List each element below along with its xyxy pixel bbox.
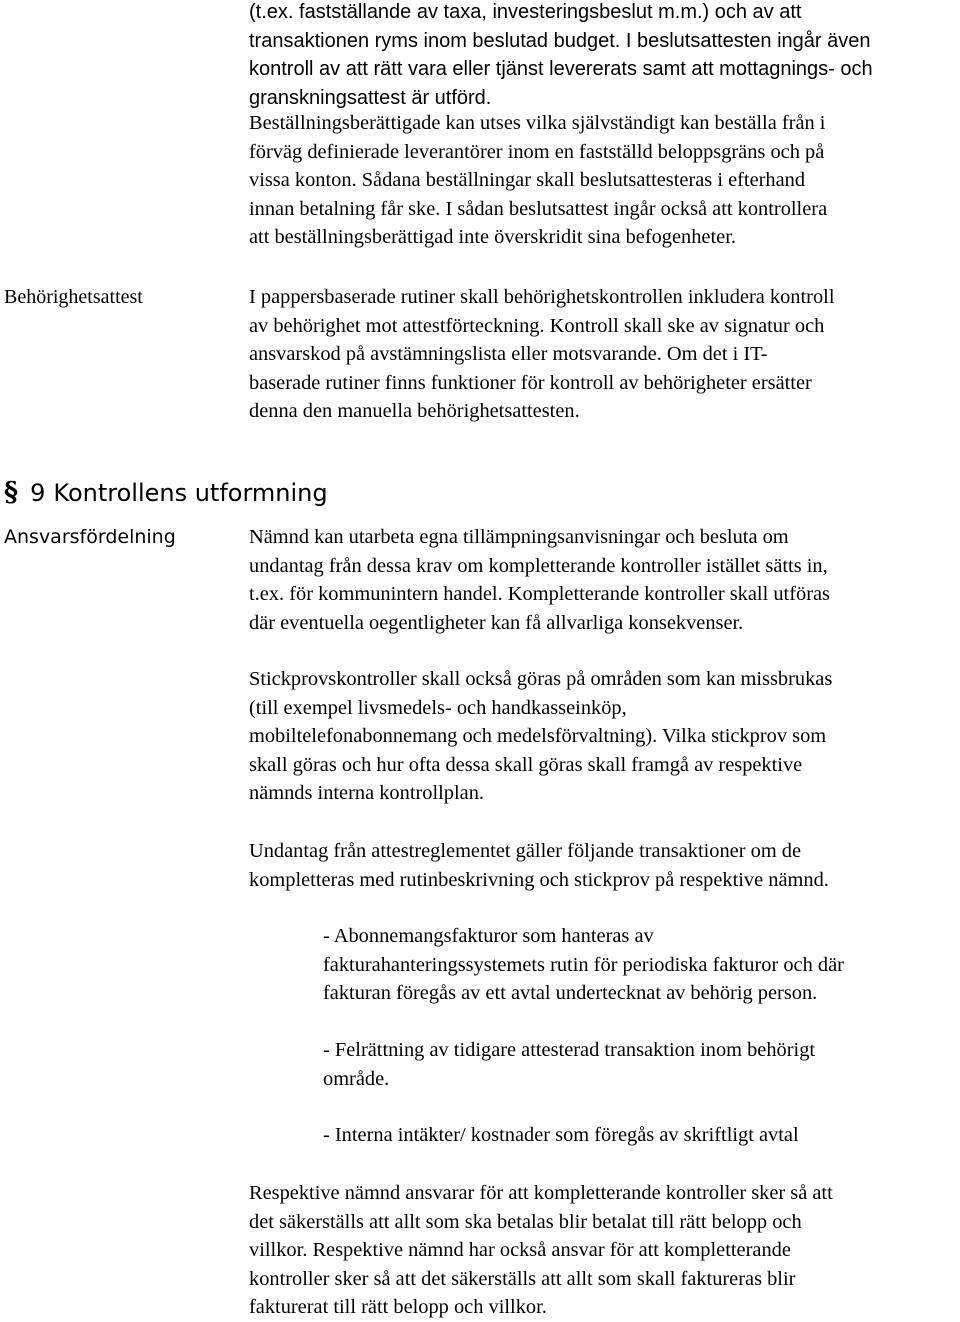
text-line: undantag från dessa krav om kompletterande kontroller istället sätts in,	[249, 554, 828, 577]
text-line: område.	[323, 1067, 390, 1090]
text-line: kompletteras med rutinbeskrivning och stickprov på respektive nämnd.	[249, 868, 829, 891]
paragraph-respektive-namnd	[249, 1179, 960, 1322]
text-line: t.ex. för kommunintern handel. Kompletterande kontroller skall utföras	[249, 583, 830, 605]
text-line: denna den manuella behörighetsattesten.	[249, 400, 580, 422]
paragraph-beslutsattest-continued	[249, 0, 960, 112]
text-line: det säkerställs att allt som ska betalas blir betalat till rätt belopp och	[249, 1210, 802, 1233]
text-line: - Abonnemangsfakturor som hanteras av	[323, 925, 654, 947]
text-line: fakturahanteringssystemets rutin för periodiska fakturor och där	[323, 953, 844, 976]
text-line: I pappersbaserade rutiner skall behörighetskontrollen inkludera kontroll	[249, 286, 835, 308]
text-line: av behörighet mot attestförteckning. Kontroll skall ske av signatur och	[249, 314, 825, 337]
text-line: transaktionen ryms inom beslutad budget. I beslutsattesten ingår även	[249, 29, 871, 52]
text-line: - Felrättning av tidigare attesterad transaktion inom behörigt	[323, 1039, 816, 1061]
text-line: vissa konton. Sådana beställningar skall beslutsattesteras i efterhand	[249, 169, 806, 191]
text-line: Stickprovskontroller skall också göras på områden som kan missbrukas	[249, 668, 833, 690]
text-line: Beställningsberättigade kan utses vilka självständigt kan beställa från i	[249, 112, 826, 134]
side-label-behorighetsattest: Behörighetsattest	[4, 286, 143, 308]
paragraph-stickprovskontroller	[249, 665, 960, 808]
section-heading	[4, 476, 328, 510]
text-line: förväg definierade leverantörer inom en fastställd beloppsgräns och på	[249, 140, 825, 163]
section-number: 9	[30, 479, 46, 507]
list-item	[323, 922, 960, 1008]
paragraph-behorighetsattest	[249, 283, 960, 426]
text-line: kontroll av att rätt vara eller tjänst levererats samt att mottagnings- och	[249, 58, 873, 80]
text-line: nämnds interna kontrollplan.	[249, 782, 485, 804]
text-line: mobiltelefonabonnemang och medelsförvaltning). Vilka stickprov som	[249, 725, 827, 747]
text-line: kontroller sker så att det säkerställs att allt som skall faktureras blir	[249, 1267, 796, 1290]
text-line: fakturerat till rätt belopp och villkor.	[249, 1296, 547, 1318]
paragraph-namnd-tillampning	[249, 523, 960, 637]
text-line: (till exempel livsmedels- och handkasseinköp,	[249, 696, 627, 719]
section-mark: §	[4, 477, 19, 508]
text-line: baserade rutiner finns funktioner för kontroll av behörigheter ersätter	[249, 371, 812, 394]
list-item	[323, 1036, 960, 1093]
text-line: granskningsattest är utförd.	[249, 86, 492, 109]
side-label-ansvarsfordelning: Ansvarsfördelning	[4, 526, 176, 548]
text-line: villkor. Respektive nämnd har också ansvar för att kompletterande	[249, 1239, 791, 1261]
text-line: Respektive nämnd ansvarar för att kompletterande kontroller sker så att	[249, 1182, 833, 1204]
text-line: att beställningsberättigad inte överskridit sina befogenheter.	[249, 226, 736, 248]
list-item	[323, 1121, 960, 1150]
text-line: innan betalning får ske. I sådan beslutsattest ingår också att kontrollera	[249, 197, 828, 220]
text-line: (t.ex. fastställande av taxa, investeringsbeslut m.m.) och av att	[249, 1, 802, 23]
text-line: skall göras och hur ofta dessa skall göras skall framgå av respektive	[249, 753, 803, 776]
text-line: ansvarskod på avstämningslista eller motsvarande. Om det i IT-	[249, 343, 768, 365]
text-line: Undantag från attestreglementet gäller följande transaktioner om de	[249, 840, 802, 862]
text-line: fakturan föregås av ett avtal undertecknat av behörig person.	[323, 982, 818, 1004]
text-line: där eventuella oegentligheter kan få allvarliga konsekvenser.	[249, 611, 744, 634]
paragraph-bestallningsberattigade	[249, 109, 960, 252]
paragraph-undantag	[249, 837, 960, 894]
text-line: - Interna intäkter/ kostnader som föregås av skriftligt avtal	[323, 1124, 799, 1146]
text-line: Nämnd kan utarbeta egna tillämpningsanvisningar och besluta om	[249, 526, 789, 548]
section-title: Kontrollens utformning	[53, 479, 328, 507]
